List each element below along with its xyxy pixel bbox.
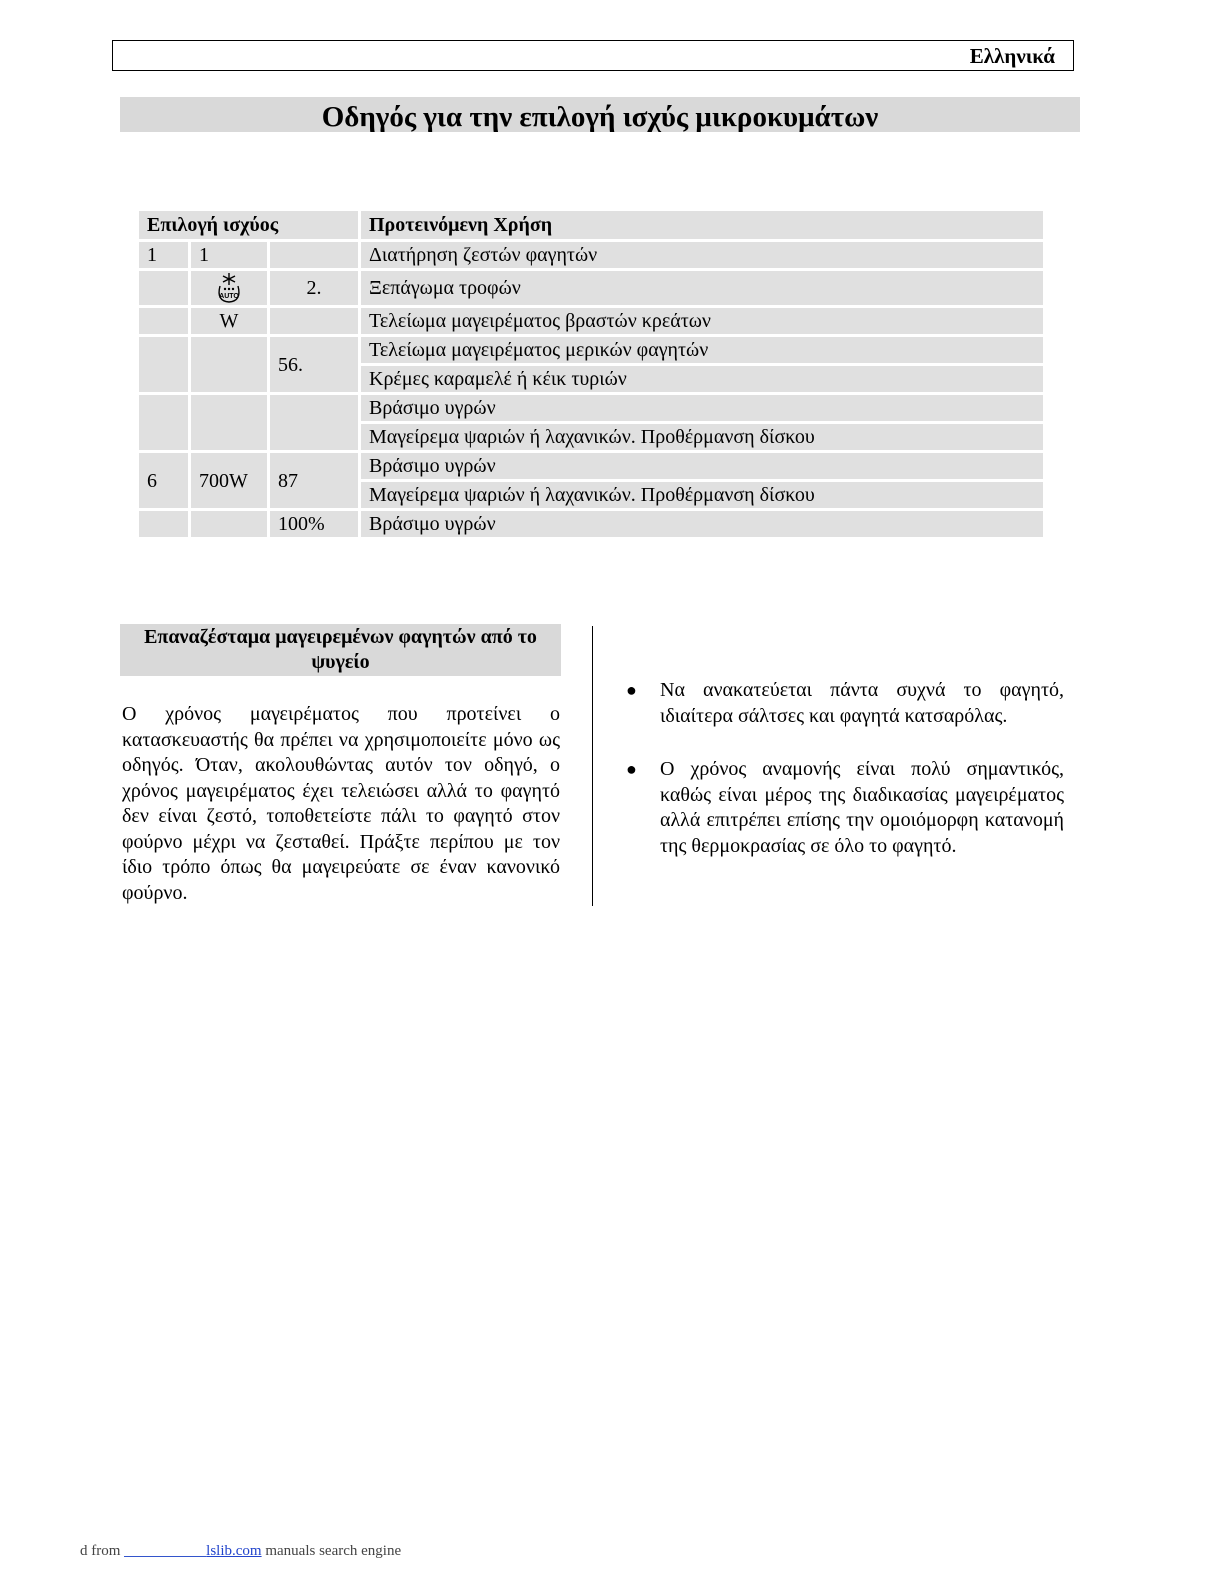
power-level-cell — [139, 271, 188, 305]
footer-prefix: d from — [80, 1543, 121, 1559]
list-item — [620, 678, 1064, 729]
use-cell: Ξεπάγωμα τροφών — [361, 271, 1043, 305]
table-row — [139, 337, 1043, 363]
power-percent-cell: 87 — [270, 453, 358, 508]
use-cell: Διατήρηση ζεστών φαγητών — [361, 242, 1043, 268]
power-watts-cell: W — [191, 308, 267, 334]
power-watts-cell — [191, 271, 267, 305]
header-power-selection: Επιλογή ισχύος — [139, 211, 358, 239]
tips-list — [620, 678, 1064, 887]
use-cell: Βράσιμο υγρών — [361, 453, 1043, 479]
bullet-icon: ● — [626, 759, 637, 779]
power-level-cell — [139, 395, 188, 450]
list-item-text: Ο χρόνος αναμονής είναι πολύ σημαντικός, καθώς είναι μέρος της διαδικασίας μαγειρέματος αλλά επιτρέπει επίσης την ομοιόμορφη κατανομή της θερμοκρασίας σε όλο το φαγητό. — [660, 758, 1064, 857]
bullet-icon: ● — [626, 680, 637, 700]
power-percent-cell: 100% — [270, 511, 358, 537]
power-percent-cell: 56. — [270, 337, 358, 392]
use-cell: Κρέμες καραμελέ ή κέικ τυριών — [361, 366, 1043, 392]
header-suggested-use: Προτεινόμενη Χρήση — [361, 211, 1043, 239]
power-level-cell — [139, 308, 188, 334]
page-title: Οδηγός για την επιλογή ισχύς μικροκυμάτων — [120, 97, 1080, 132]
table-row — [139, 308, 1043, 334]
power-level-cell — [139, 337, 188, 392]
language-label: Ελληνικά — [969, 44, 1055, 68]
table-row — [139, 242, 1043, 268]
power-level-cell: 6 — [139, 453, 188, 508]
use-cell: Τελείωμα μαγειρέματος μερικών φαγητών — [361, 337, 1043, 363]
power-watts-cell — [191, 395, 267, 450]
reheat-section-title: Επαναζέσταμα μαγειρεμένων φαγητών από το ψυγείο — [120, 624, 561, 676]
footer-suffix: manuals search engine — [265, 1543, 402, 1559]
power-level-cell: 1 — [139, 242, 188, 268]
table-row — [139, 395, 1043, 421]
use-cell: Τελείωμα μαγειρέματος βραστών κρεάτων — [361, 308, 1043, 334]
use-cell: Μαγείρεμα ψαριών ή λαχανικών. Προθέρμανση δίσκου — [361, 482, 1043, 508]
reheat-paragraph: Ο χρόνος μαγειρέματος που προτείνει ο κατασκευαστής θα πρέπει να χρησιμοποιείτε μόνο ως οδηγός. Όταν, ακολουθώντας αυτόν τον οδηγό, ο χρόνος μαγειρέματος έχει τελειώσει αλλά το φαγητό δεν είναι ζεστό, τοποθετείστε πάλι το φαγητό στον φούρνο μέχρι να ζεσταθεί. Πράξτε περίπου με τον ίδιο τρόπο όπως θα μαγειρεύατε σε έναν κανονικό φούρνο. — [122, 703, 560, 904]
power-percent-cell — [270, 308, 358, 334]
table-row — [139, 511, 1043, 537]
table-header-row — [139, 211, 1043, 239]
power-watts-cell — [191, 337, 267, 392]
list-item-text: Να ανακατεύεται πάντα συχνά το φαγητό, ιδιαίτερα σάλτσες και φαγητά κατσαρόλας. — [660, 679, 1064, 727]
power-watts-cell — [191, 511, 267, 537]
list-item — [620, 757, 1064, 859]
use-cell: Βράσιμο υγρών — [361, 395, 1043, 421]
defrost-auto-icon — [214, 271, 244, 305]
use-cell: Μαγείρεμα ψαριών ή λαχανικών. Προθέρμανση δίσκου — [361, 424, 1043, 450]
power-percent-cell: 2. — [270, 271, 358, 305]
power-percent-cell — [270, 242, 358, 268]
table-row — [139, 453, 1043, 479]
language-label-box — [112, 40, 1074, 71]
use-cell: Βράσιμο υγρών — [361, 511, 1043, 537]
power-level-cell — [139, 511, 188, 537]
power-watts-cell: 1 — [191, 242, 267, 268]
footer — [80, 1542, 401, 1560]
column-divider — [592, 626, 593, 906]
auto-icon-text: AUTO — [219, 293, 239, 300]
power-selection-table — [136, 208, 1046, 540]
power-percent-cell — [270, 395, 358, 450]
power-watts-cell: 700W — [191, 453, 267, 508]
footer-link[interactable]: lslib.com — [206, 1543, 262, 1559]
table-row — [139, 271, 1043, 305]
footer-link-blank — [124, 1542, 206, 1557]
